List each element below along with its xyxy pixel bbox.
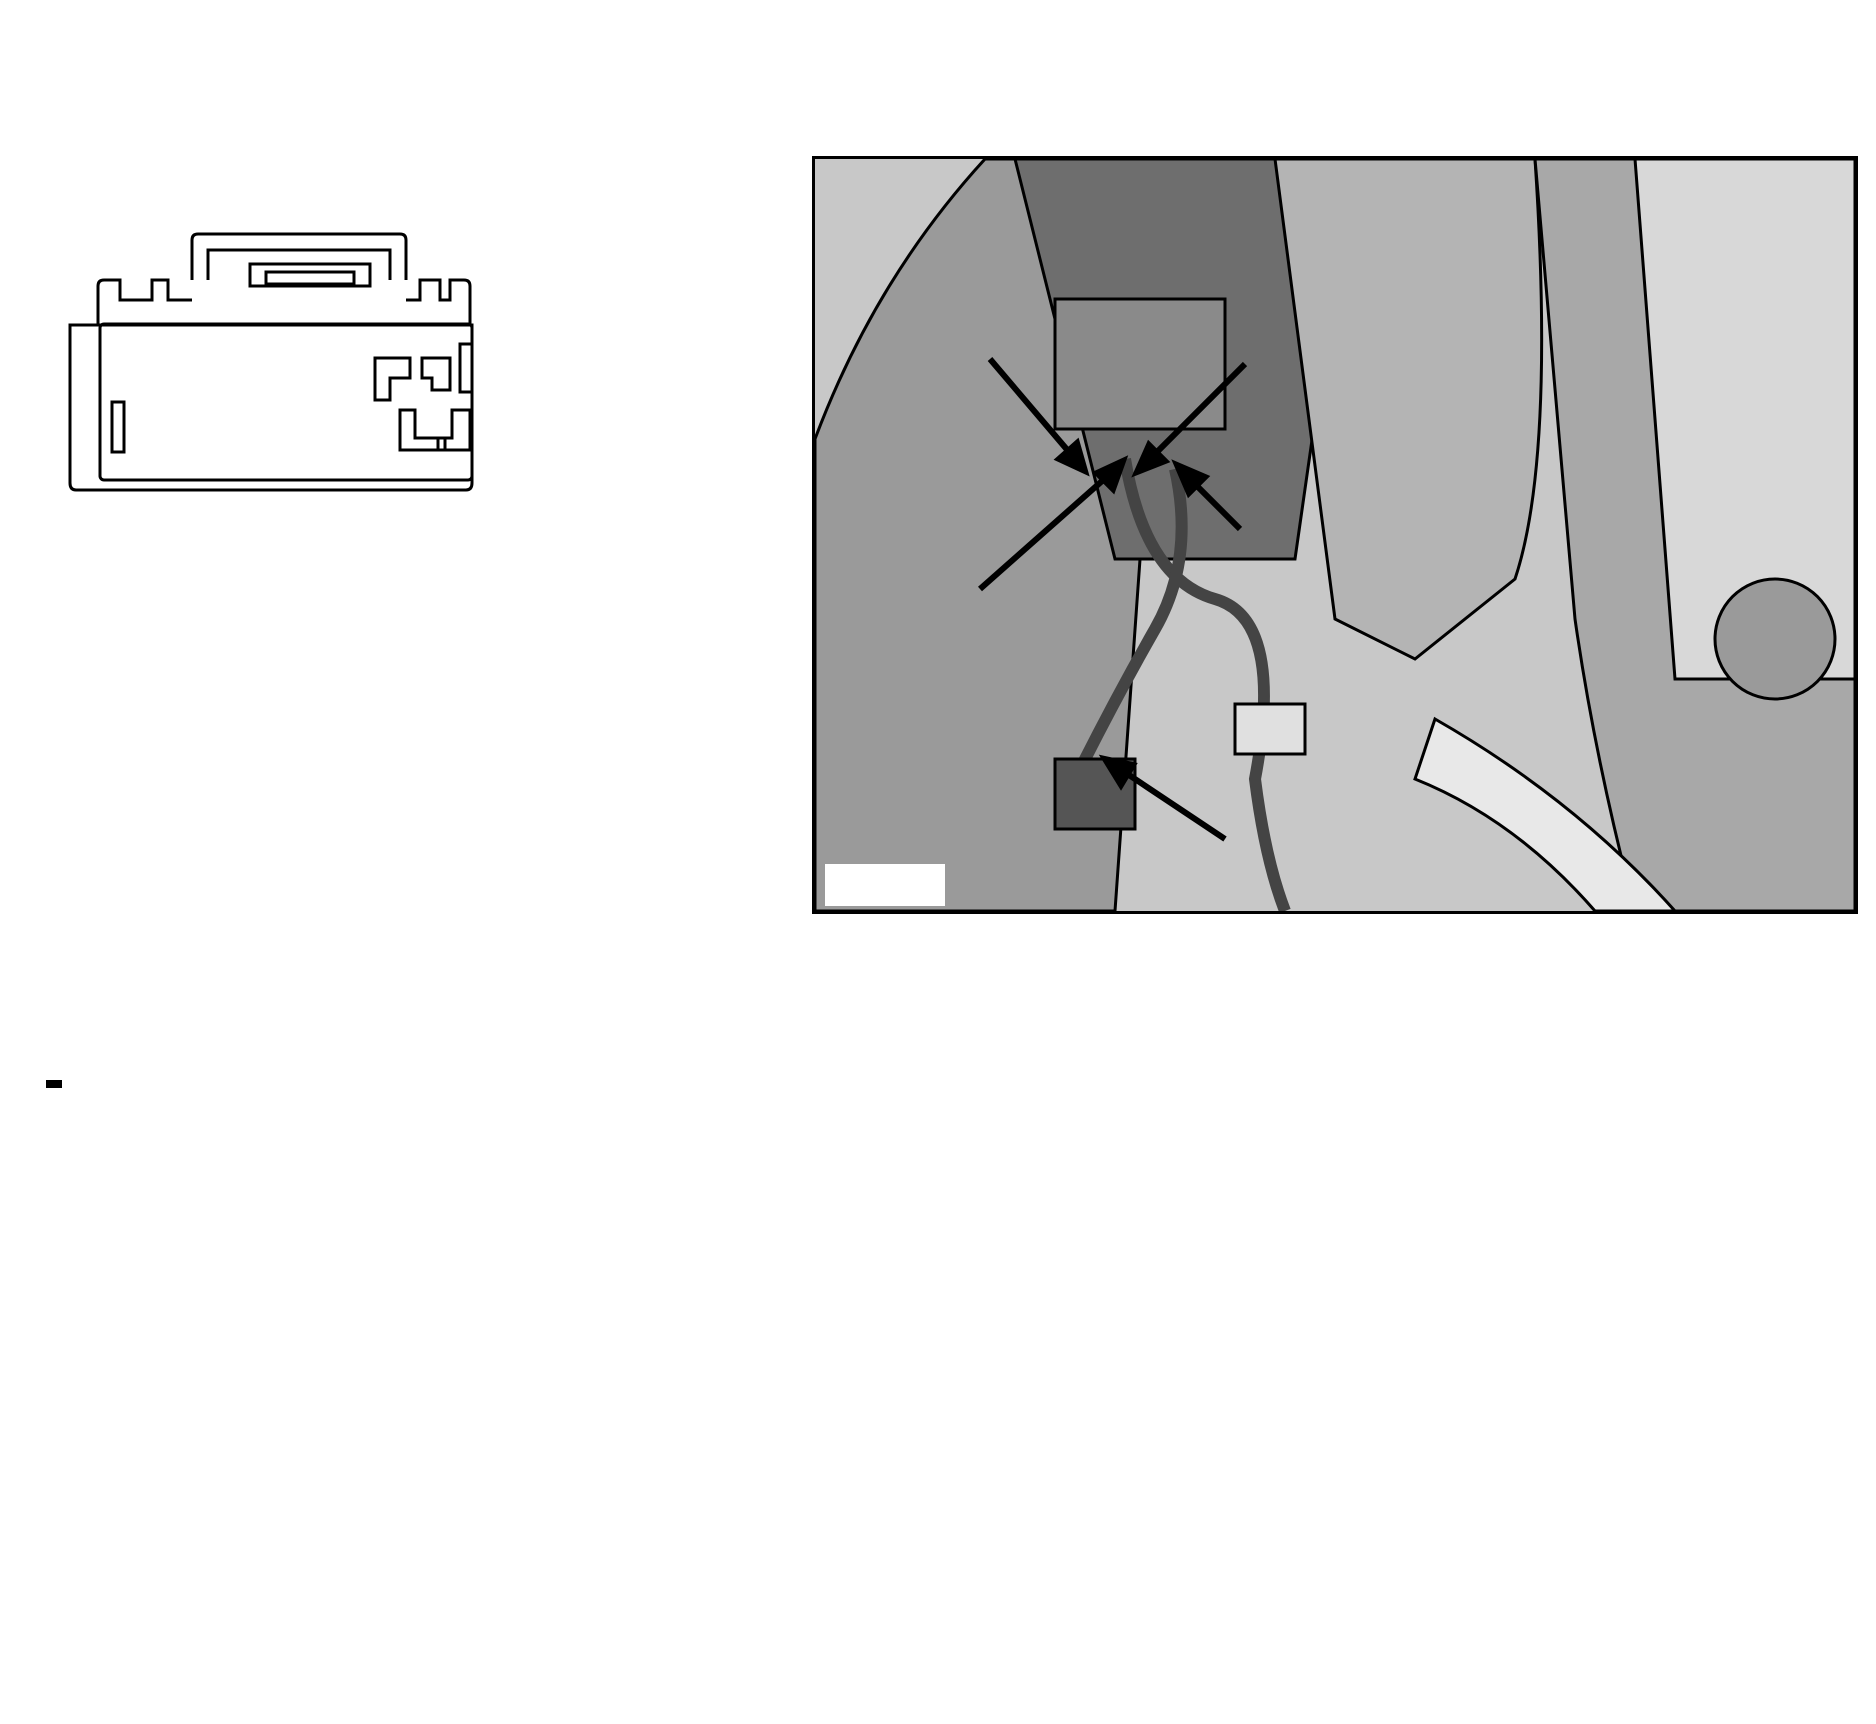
connector-face-diagram bbox=[40, 220, 560, 550]
wire-chart-table bbox=[46, 1080, 62, 1088]
location-photo bbox=[812, 156, 1858, 914]
